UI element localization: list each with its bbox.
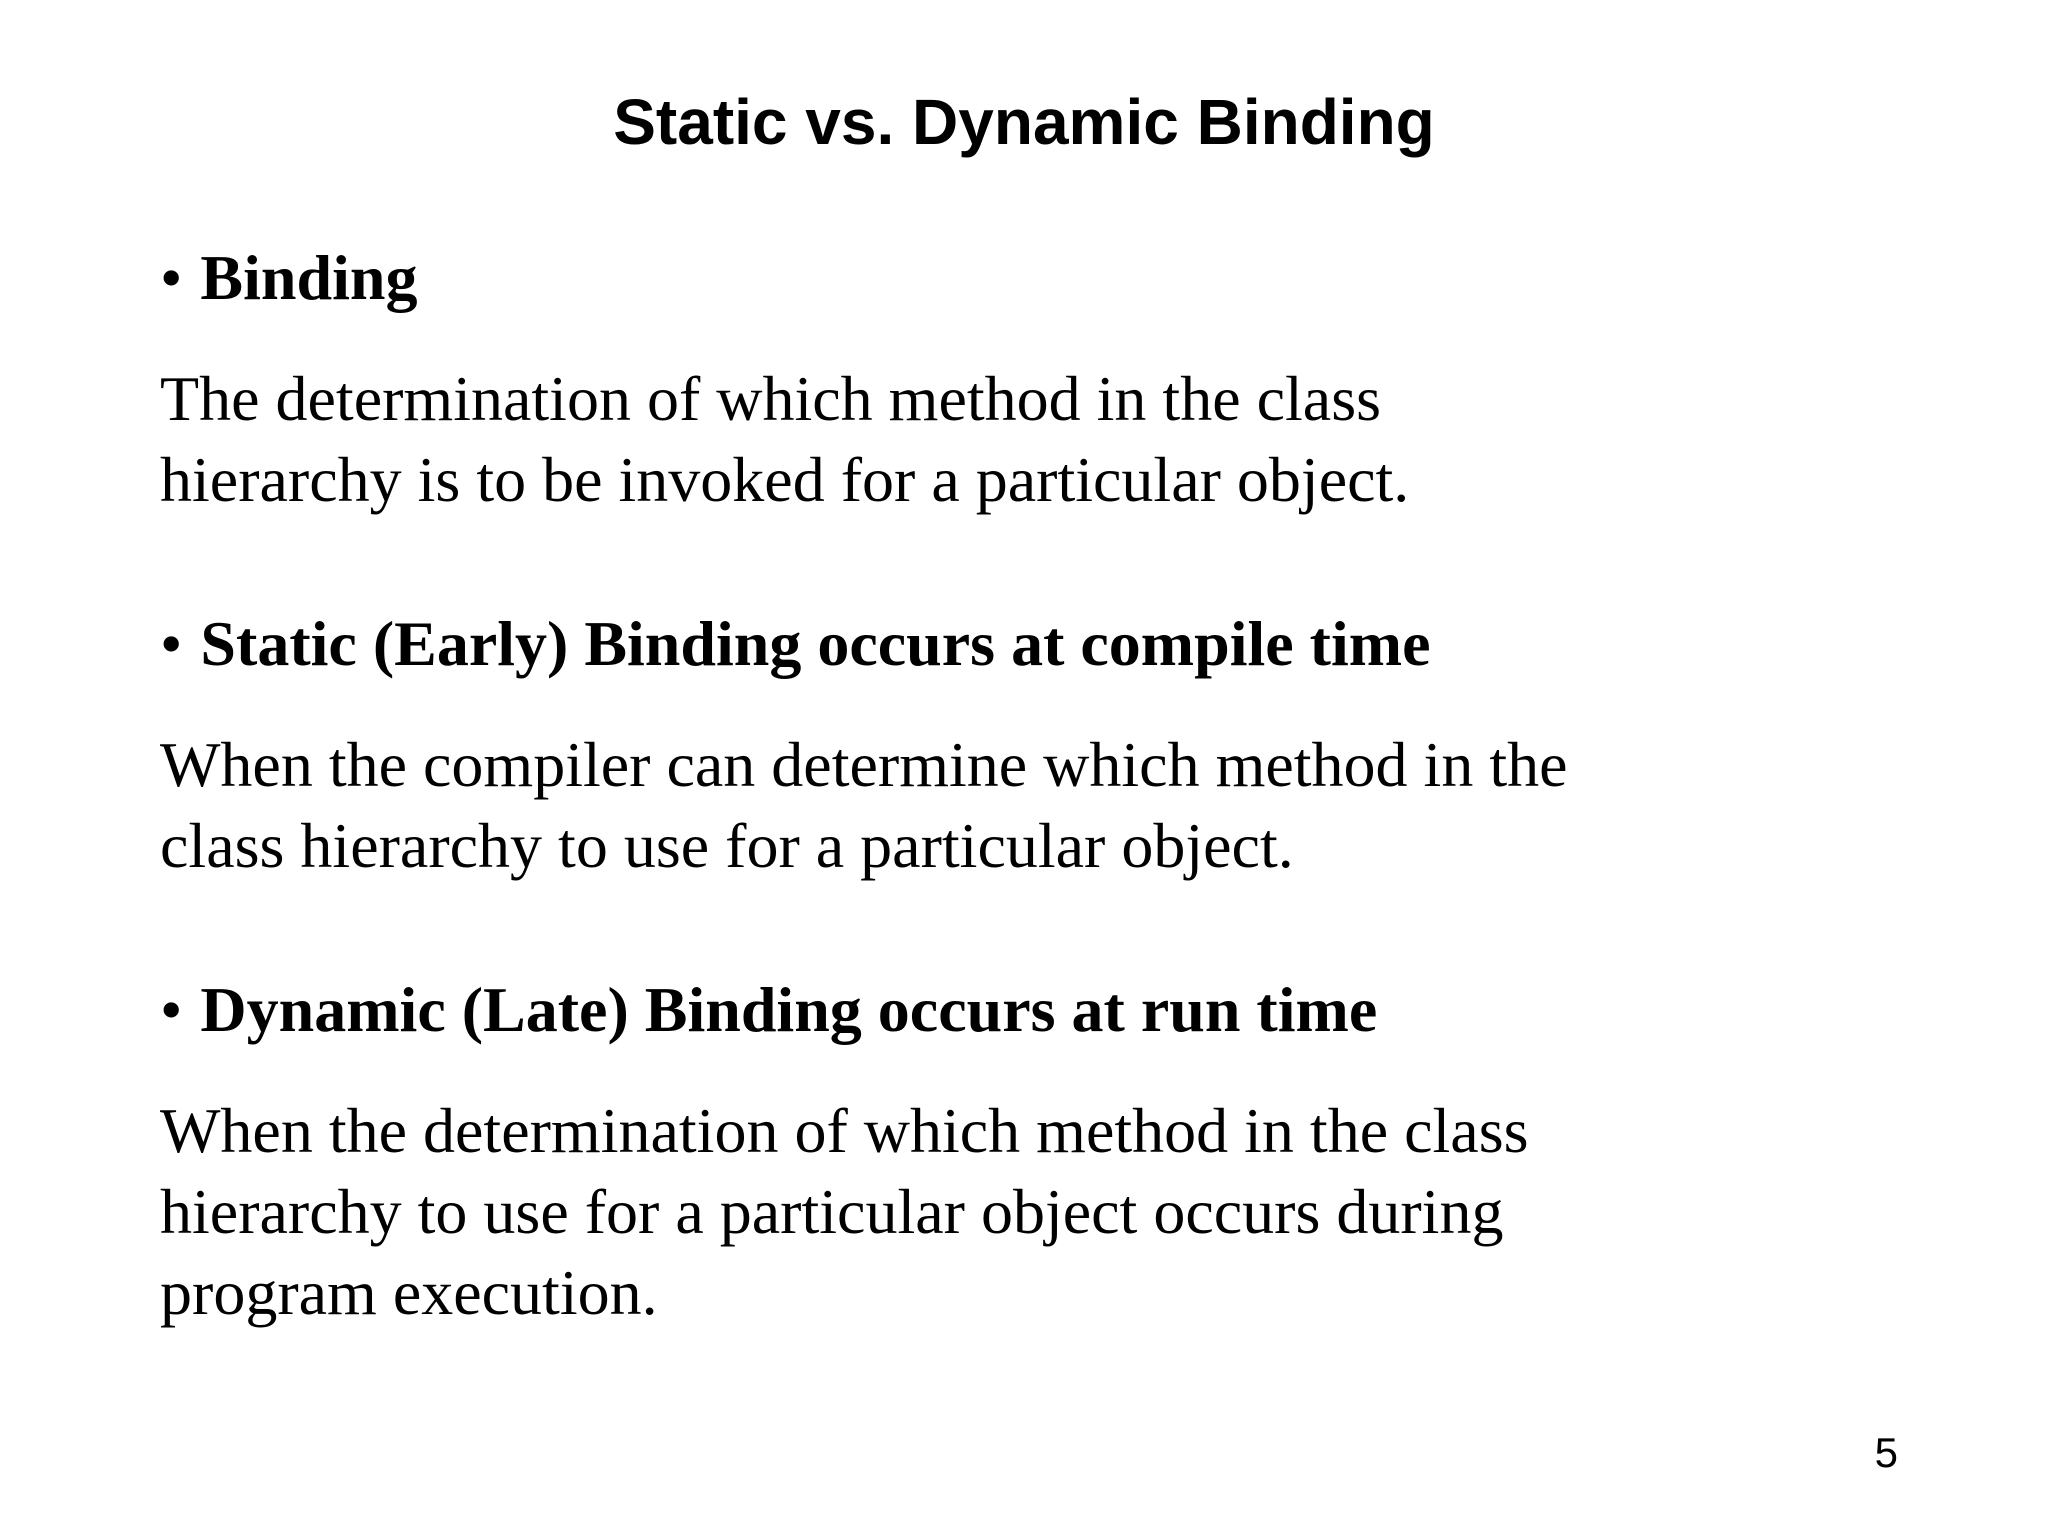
bullet-heading-binding: [160, 238, 417, 318]
bullet-icon: •: [160, 608, 183, 679]
bullet-heading-text: Binding: [200, 242, 418, 313]
page-number: 5: [1874, 1429, 1898, 1476]
paragraph-dynamic-binding: [160, 1090, 1529, 1333]
paragraph-line: hierarchy is to be invoked for a particular object.: [160, 444, 1410, 515]
bullet-heading-static-binding: [160, 604, 1430, 684]
bullet-heading-dynamic-binding: [160, 970, 1377, 1050]
paragraph-line: When the determination of which method in the class: [160, 1095, 1529, 1166]
bullet-heading-text: Static (Early) Binding occurs at compile time: [200, 608, 1431, 679]
bullet-icon: •: [160, 242, 183, 313]
paragraph-line: The determination of which method in the class: [160, 363, 1381, 434]
bullet-icon: •: [160, 974, 183, 1045]
paragraph-line: program execution.: [160, 1257, 658, 1328]
paragraph-static-binding: [160, 724, 1568, 886]
bullet-heading-text: Dynamic (Late) Binding occurs at run time: [200, 974, 1378, 1045]
paragraph-line: When the compiler can determine which method in the: [160, 729, 1568, 800]
slide-title: Static vs. Dynamic Binding: [613, 86, 1435, 158]
paragraph-binding: [160, 358, 1409, 520]
paragraph-line: hierarchy to use for a particular object occurs during: [160, 1176, 1504, 1247]
paragraph-line: class hierarchy to use for a particular object.: [160, 810, 1294, 881]
